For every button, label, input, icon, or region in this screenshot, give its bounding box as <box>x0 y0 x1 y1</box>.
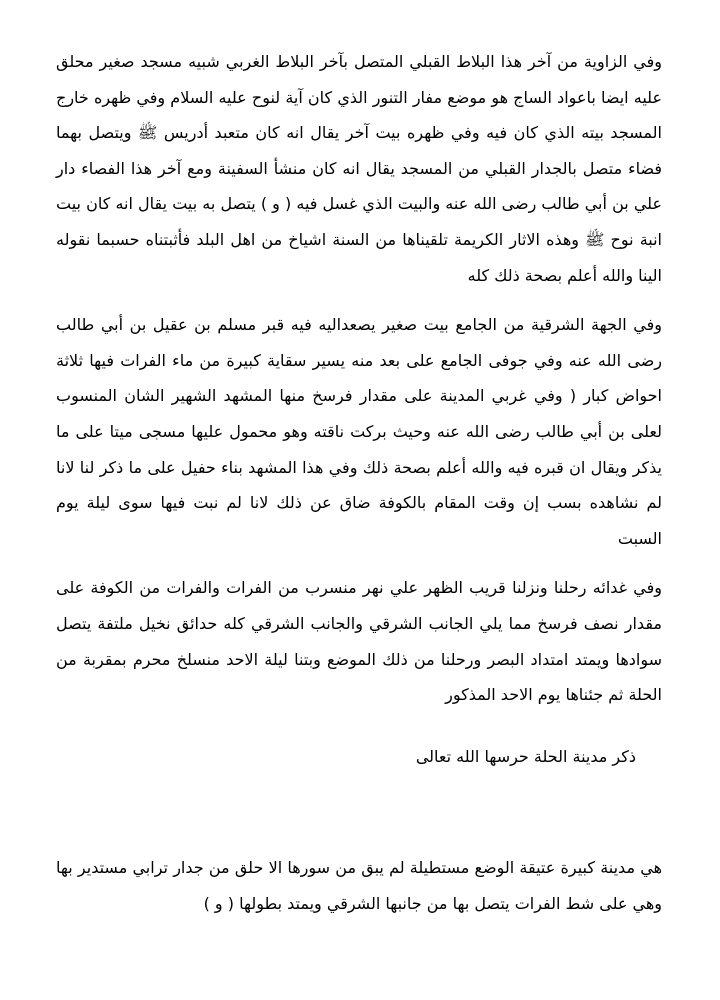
section-paragraph: هي مدينة كبيرة عتيقة الوضع مستطيلة لم يبق من سورها الا حلق من جدار ترابي مستدير بها وهي على شط الفرات يتصل بها من جانبها الشرقي ويمتد بطولها ( و ) <box>56 858 662 913</box>
paragraph-2: وفي الجهة الشرقية من الجامع بيت صغير يصعداليه فيه قبر مسلم بن عقيل بن أبي طالب رضى الله عنه وفي جوفى الجامع على بعد منه يسير سقاية كبيرة من ماء الفرات فيها ثلاثة احواض كبار ( وفي غربي المدينة على مقدار فرسخ منها المشهد الشهير الشان المنسوب لعلى بن أبي طالب رضى الله عنه وحيث بركت ناقته وهو محمول عليها مسجى ميتا على ما يذكر ويقال ان قبره فيه والله أعلم بصحة ذلك وفي هذا المشهد بناء حفيل على ما ذكر لنا لانا لم نشاهده بسب إن وقت المقام بالكوفة ضاق عن ذلك لانا لم نبت فيها سوى ليلة يوم السبت <box>56 315 662 548</box>
paragraph-3: وفي غدائه رحلنا ونزلنا قريب الظهر علي نهر منسرب من الفرات والفرات من الكوفة على مقدار نصف فرسخ مما يلي الجانب الشرقي والجانب الشرقي كله حدائق نخيل ملتفة يتصل سوادها ويمتد امتداد البصر ورحلنا من ذلك الموضع وبتنا ليلة الاحد منسلخ محرم بمقربة من الحلة ثم جئناها يوم الاحد المذكور <box>56 578 662 705</box>
section-heading: ذكر مدينة الحلة حرسها الله تعالى <box>415 746 636 766</box>
paragraph-1: وفي الزاوية من آخر هذا البلاط القبلي المتصل بآخر البلاط الغربي شبيه مسجد صغير محلق عليه ايضا باعواد الساج هو موضع مفار التنور الذي كان آية لنوح عليه السلام وفي ظهره خارج المسجد بيته الذي كان فيه وفي ظهره بيت آخر يقال انه كان متعبد أدريس ﷺ ويتصل بهما فضاء متصل بالجدار القبلي من المسجد يقال انه كان منشأ السفينة ومع آخر هذا الفصاء دار علي بن أبي طالب رضى الله عنه والبيت الذي غسل فيه ( و ) يتصل به بيت يقال انه كان بيت انبة نوح ﷺ وهذه الاثار الكريمة تلقيناها من السنة اشياخ من اهل البلد فأثبتناه حسبما نقوله الينا والله أعلم بصحة ذلك كله <box>56 52 662 285</box>
